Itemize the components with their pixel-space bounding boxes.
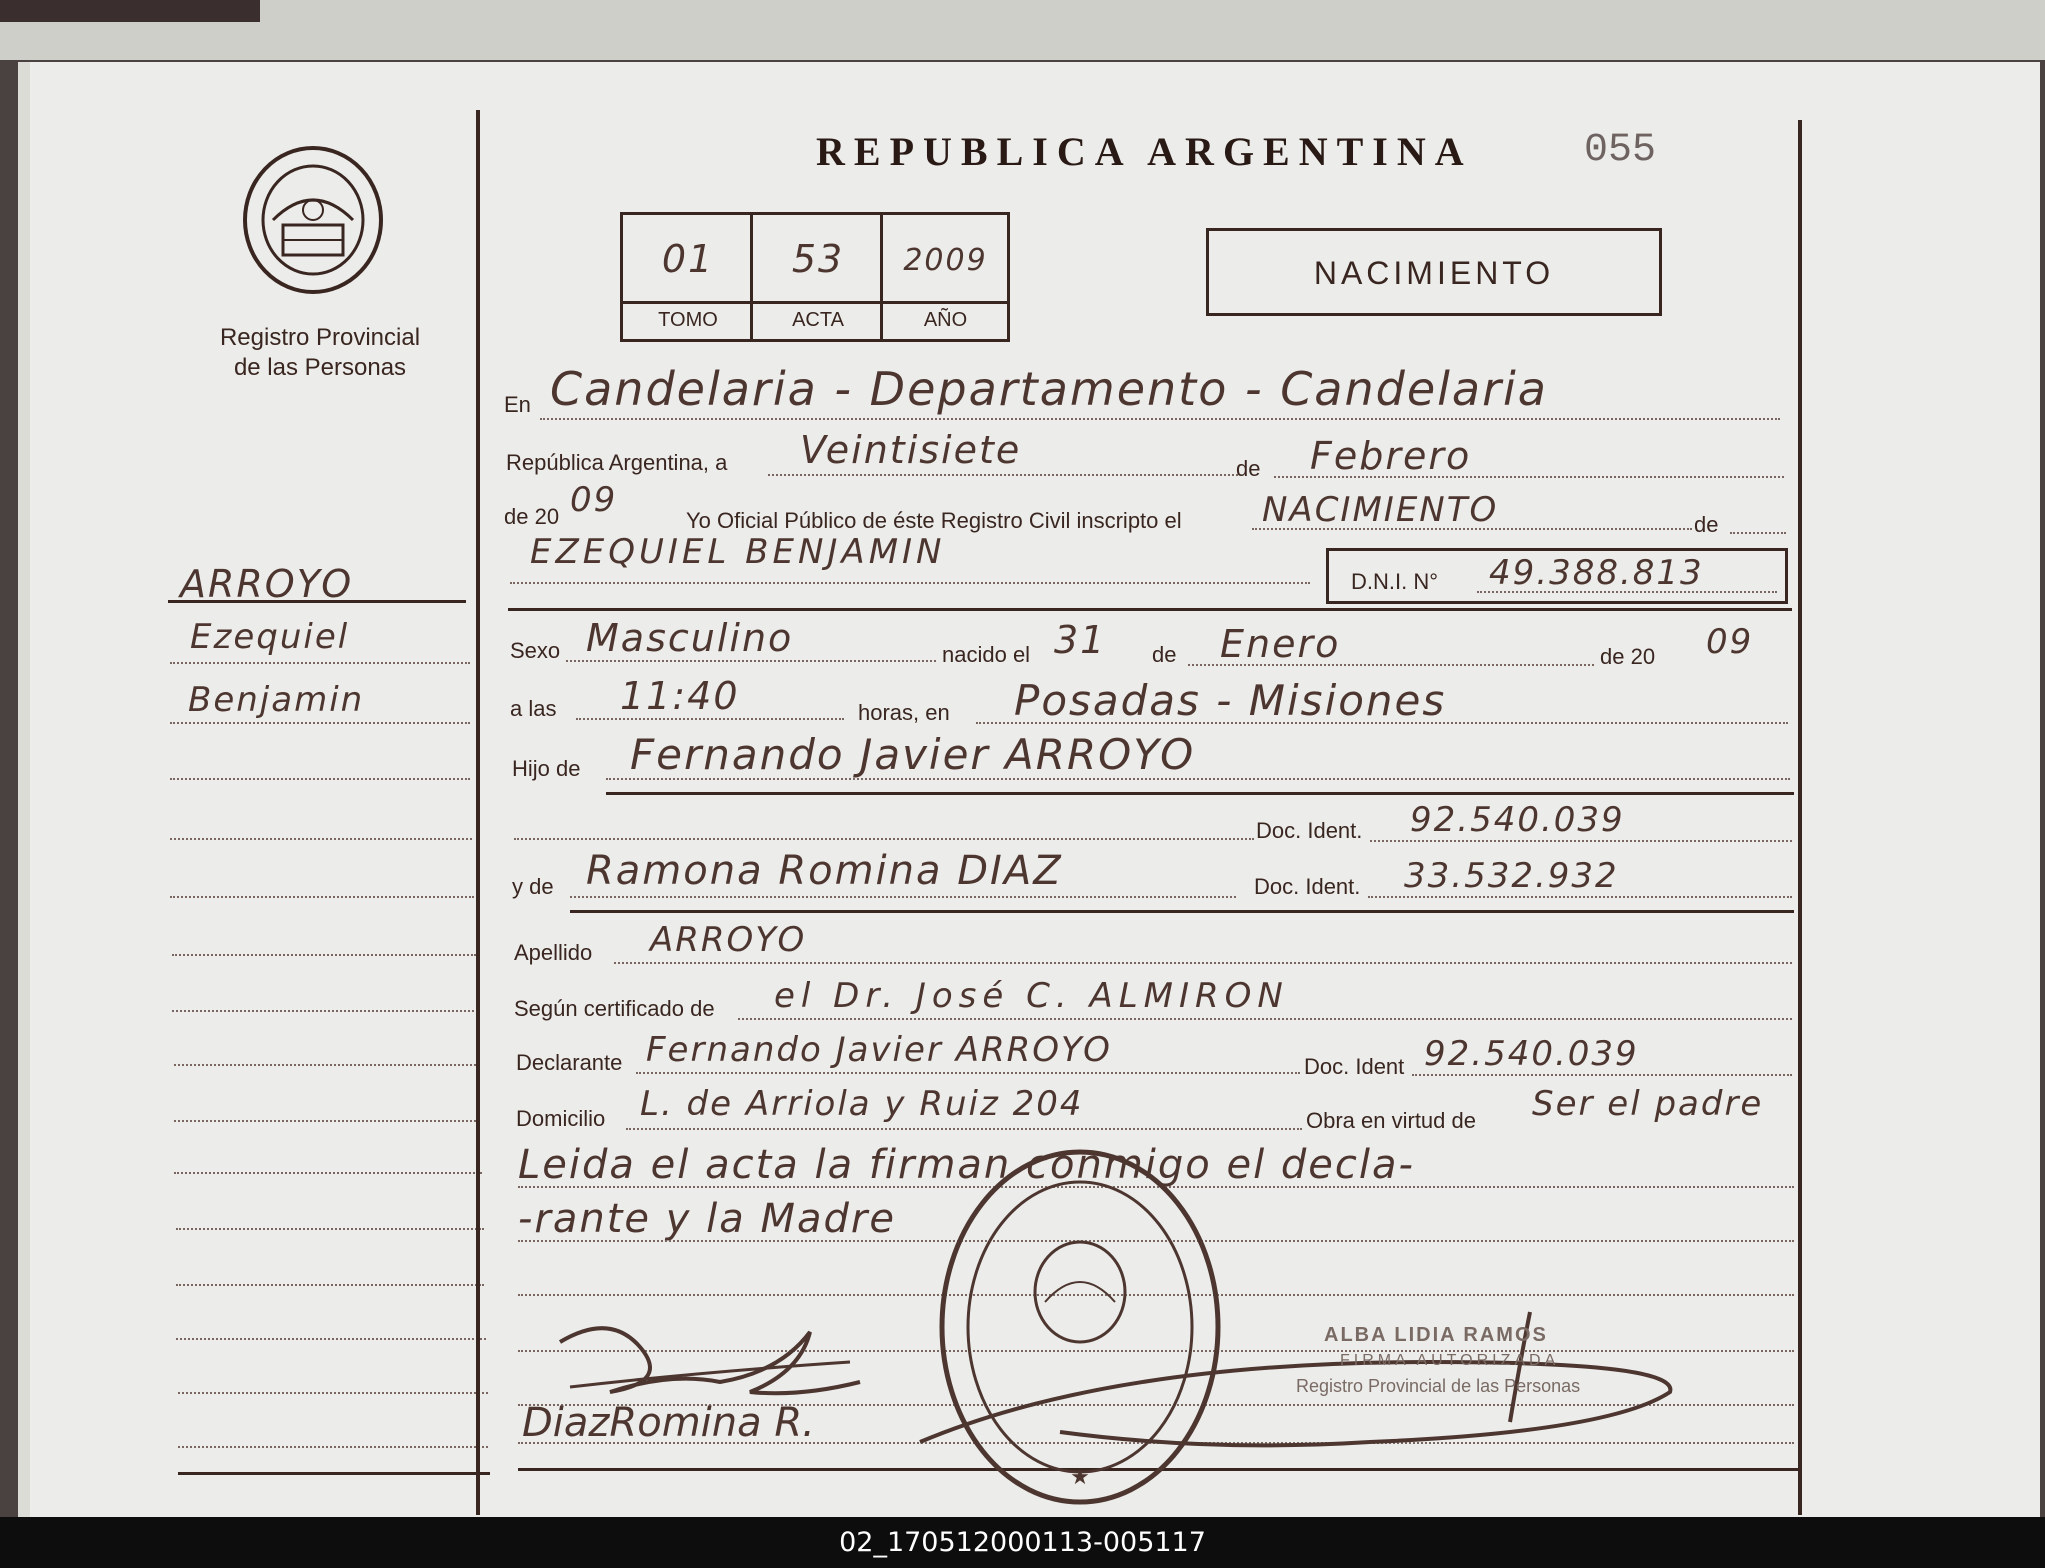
section-line-1 [508, 608, 1792, 611]
line-address [626, 1128, 1302, 1130]
margin-line [176, 1228, 484, 1230]
label-dni: D.N.I. N° [1351, 569, 1439, 594]
line-mother [570, 896, 1236, 898]
line-father-doc [1370, 840, 1792, 842]
tomo-label: TOMO [658, 309, 718, 331]
official-registry: Registro Provincial de las Personas [1296, 1376, 1581, 1396]
margin-line [178, 1446, 488, 1448]
birth-year-value: 09 [1706, 622, 1754, 662]
declarant-value: Fernando Javier ARROYO [646, 1030, 1112, 1070]
line-declarant-doc [1412, 1074, 1792, 1076]
reference-table [620, 212, 1010, 342]
by-virtue-value: Ser el padre [1532, 1084, 1764, 1124]
margin-line [170, 838, 472, 840]
label-de-year: de 20 [504, 504, 560, 529]
father-value: Fernando Javier ARROYO [630, 730, 1196, 779]
label-horas: horas, en [858, 700, 950, 725]
margin-line [174, 1172, 482, 1174]
line-apellido [614, 962, 1792, 964]
label-apellido: Apellido [514, 940, 593, 965]
place-value: Candelaria - Departamento - Candelaria [550, 362, 1548, 416]
margin-line [170, 722, 470, 724]
table-divider [623, 301, 1007, 304]
inscribed-value: NACIMIENTO [1262, 490, 1499, 530]
birth-place-value: Posadas - Misiones [1014, 676, 1447, 725]
right-border [1798, 120, 1802, 1515]
svg-text:★: ★ [1070, 1465, 1090, 1490]
label-de-1: de [1236, 456, 1261, 481]
tomo-value: 01 [661, 237, 715, 281]
certificate-value: el Dr. José C. ALMIRON [774, 976, 1289, 1016]
declarant-signature-icon [550, 1302, 870, 1412]
acta-label: ACTA [792, 309, 844, 331]
birth-certificate-page [18, 62, 2040, 1517]
label-de-3: de [1152, 642, 1177, 667]
margin-line [178, 1392, 488, 1394]
sex-value: Masculino [586, 616, 794, 660]
closing-line-2: -rante y la Madre [518, 1196, 896, 1242]
address-value: L. de Arriola y Ruiz 204 [640, 1084, 1084, 1124]
line-certificate [738, 1018, 1792, 1020]
label-declarante: Declarante [516, 1050, 623, 1075]
label-doc-ident-2: Doc. Ident. [1254, 874, 1361, 899]
top-strip-dark [0, 0, 260, 22]
label-a-las: a las [510, 696, 557, 721]
surname-value: ARROYO [650, 920, 807, 960]
margin-line [172, 1010, 478, 1012]
margin-line [176, 1338, 486, 1340]
official-title: FIRMA AUTORIZADA [1340, 1352, 1560, 1369]
birth-day-value: 31 [1054, 618, 1107, 662]
label-en: En [504, 392, 531, 417]
anio-label: AÑO [923, 309, 968, 331]
official-name: ALBA LIDIA RAMOS [1324, 1324, 1548, 1346]
margin-line [170, 896, 474, 898]
time-value: 11:40 [620, 674, 740, 718]
margin-surname: ARROYO [180, 562, 354, 606]
label-de-20: de 20 [1600, 644, 1656, 669]
day-value: Veintisiete [800, 428, 1022, 472]
registry-line2: de las Personas [233, 354, 407, 381]
father-underline [606, 792, 1794, 795]
margin-line [176, 1284, 484, 1286]
closing-line-1: Leida el acta la firman conmigo el decla- [518, 1142, 1415, 1188]
margin-line [174, 1120, 480, 1122]
margin-given2: Benjamin [188, 680, 365, 720]
misiones-seal-icon [238, 140, 388, 300]
dni-box [1326, 548, 1788, 604]
label-nacido: nacido el [942, 642, 1031, 667]
dni-value: 49.388.813 [1489, 553, 1704, 593]
mother-value: Ramona Romina DIAZ [586, 848, 1063, 894]
label-republica: República Argentina, a [506, 450, 728, 475]
mother-underline [570, 910, 1794, 913]
mother-signature: DiazRomina R. [522, 1400, 815, 1446]
line-day [768, 474, 1238, 476]
margin-bottom-line [178, 1472, 490, 1475]
label-y-de: y de [512, 874, 554, 899]
label-domicilio: Domicilio [516, 1106, 606, 1131]
line-en [540, 418, 1780, 420]
image-id-caption: 02_170512000113-005117 [0, 1517, 2045, 1568]
declarant-doc-value: 92.540.039 [1424, 1034, 1639, 1074]
father-doc-value: 92.540.039 [1410, 800, 1625, 840]
left-border [476, 110, 480, 1515]
name-value: EZEQUIEL BENJAMIN [530, 532, 946, 572]
line-de [1730, 532, 1786, 534]
label-hijo: Hijo de [512, 756, 581, 781]
act-type-box [1206, 228, 1662, 316]
line-declarant [636, 1072, 1300, 1074]
registry-line1: Registro Provincial [219, 324, 421, 351]
year-value: 09 [570, 480, 618, 520]
line-mother-doc [1368, 896, 1792, 898]
page-number: 055 [1584, 128, 1657, 173]
anio-value: 2009 [903, 243, 988, 278]
line-time [576, 718, 844, 720]
month-value: Febrero [1310, 434, 1472, 478]
label-doc-ident-1: Doc. Ident. [1256, 818, 1363, 843]
margin-line [174, 1064, 480, 1066]
mother-doc-value: 33.532.932 [1404, 856, 1619, 896]
label-sexo: Sexo [510, 638, 561, 663]
label-oficial: Yo Oficial Público de éste Registro Civil inscripto el [686, 508, 1182, 533]
label-de-2: de [1694, 512, 1719, 537]
margin-line [172, 954, 476, 956]
label-obra: Obra en virtud de [1306, 1108, 1476, 1133]
birth-month-value: Enero [1220, 622, 1341, 666]
margin-surname-line [168, 600, 466, 603]
act-type: NACIMIENTO [1313, 255, 1555, 291]
label-segun: Según certificado de [514, 996, 715, 1021]
label-doc-ident-3: Doc. Ident [1304, 1054, 1405, 1079]
country-title: REPUBLICA ARGENTINA [816, 129, 1473, 174]
top-strip [0, 0, 2045, 60]
line-name [510, 582, 1310, 584]
margin-line [170, 778, 470, 780]
acta-value: 53 [791, 237, 845, 281]
margin-given1: Ezequiel [190, 617, 350, 657]
line-father-2 [514, 838, 1254, 840]
line-sexo [566, 660, 936, 662]
margin-line [170, 662, 470, 664]
